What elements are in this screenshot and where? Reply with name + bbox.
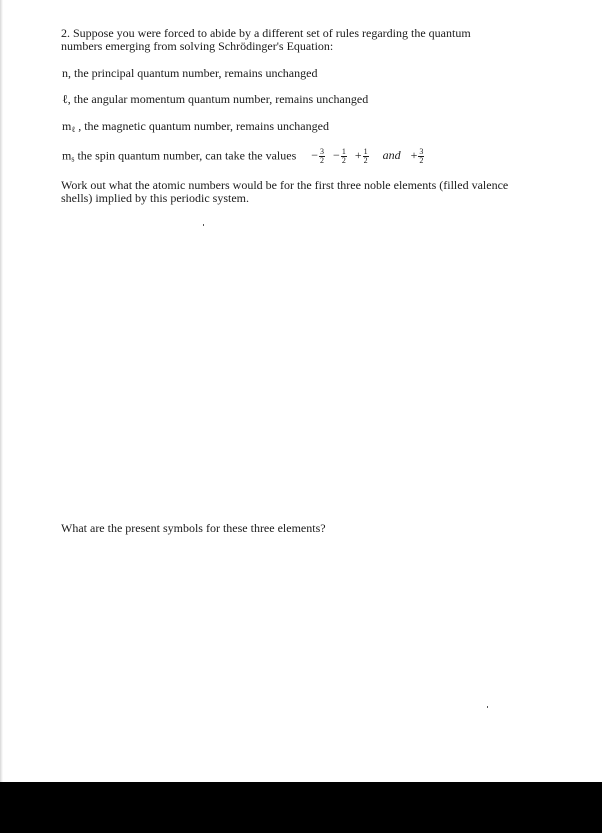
scan-speck bbox=[203, 224, 204, 226]
spin-value-3-sign: + bbox=[354, 148, 362, 163]
rule-spin bbox=[62, 148, 425, 166]
question-line-1: 2. Suppose you were forced to abide by a different set of rules regarding the quantum bbox=[61, 26, 471, 40]
task-line-2: shells) implied by this periodic system. bbox=[61, 191, 249, 205]
spin-value-1-fraction bbox=[319, 148, 325, 165]
spin-value-1-numerator: 3 bbox=[320, 147, 325, 156]
rule-angular-symbol: ℓ bbox=[62, 92, 68, 106]
rule-spin-text: the spin quantum number, can take the values bbox=[74, 148, 297, 163]
spin-value-2-sign: − bbox=[333, 148, 340, 163]
spin-value-2-fraction bbox=[341, 148, 347, 165]
question-line-2: numbers emerging from solving Schrödinger's Equation: bbox=[61, 39, 334, 53]
spin-value-4-sign: + bbox=[410, 148, 418, 163]
rule-magnetic-text: , the magnetic quantum number, remains unchanged bbox=[75, 119, 329, 133]
spin-value-4-fraction bbox=[418, 148, 424, 165]
page-edge-shadow bbox=[0, 0, 3, 782]
rule-principal bbox=[62, 66, 317, 80]
rule-angular-text: , the angular momentum quantum number, remains unchanged bbox=[67, 92, 369, 106]
rule-spin-subscript: s bbox=[71, 154, 75, 164]
followup-question: What are the present symbols for these three elements? bbox=[61, 521, 326, 535]
spin-value-2-denominator: 2 bbox=[341, 156, 346, 165]
spin-value-3-numerator: 1 bbox=[363, 147, 368, 156]
spin-value-3-denominator: 2 bbox=[363, 156, 368, 165]
spin-value-1-denominator: 2 bbox=[320, 156, 325, 165]
spin-value-2-numerator: 1 bbox=[341, 147, 346, 156]
rule-spin-symbol: m bbox=[62, 148, 72, 163]
spin-values bbox=[307, 148, 425, 165]
rule-magnetic-symbol: m bbox=[62, 119, 72, 133]
spin-value-3-fraction bbox=[363, 148, 369, 165]
rule-magnetic bbox=[62, 119, 329, 137]
spin-values-and: and bbox=[382, 148, 401, 163]
rule-principal-text: n, the principal quantum number, remains unchanged bbox=[62, 66, 318, 80]
rule-magnetic-subscript: ℓ bbox=[71, 125, 76, 134]
rule-angular bbox=[62, 92, 368, 106]
task-line-1: Work out what the atomic numbers would be for the first three noble elements (filled valence bbox=[61, 178, 509, 192]
spin-value-4-numerator: 3 bbox=[419, 147, 424, 156]
spin-value-4-denominator: 2 bbox=[419, 156, 424, 165]
spin-value-1-sign: − bbox=[311, 148, 319, 163]
scan-speck bbox=[487, 706, 488, 708]
